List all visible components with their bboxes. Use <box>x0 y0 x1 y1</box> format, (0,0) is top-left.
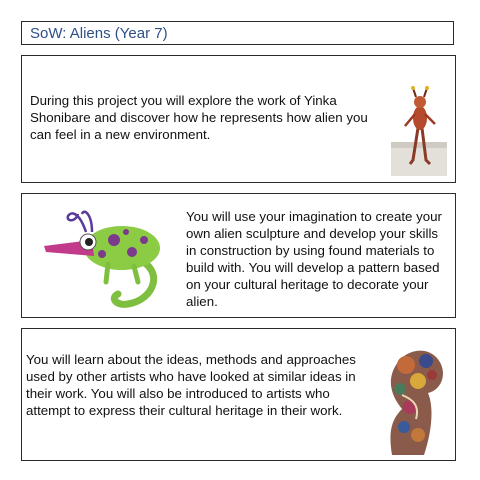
sculpture-text: You will use your imagination to create your own alien sculpture and develop your skills in construction by using found materials to build with. You will develop a pattern based on your cultural heritage to decorate your alien. <box>186 209 442 309</box>
artists-text: You will learn about the ideas, methods and approaches used by other artists who have looked at similar ideas in their work. You will also be introduced to artists who attempt to express their cultural heritage in their work. <box>26 352 356 418</box>
patterned-sculpture-image <box>362 335 452 455</box>
alien-sculpture-image <box>36 200 182 312</box>
artists-panel <box>21 328 456 461</box>
alien-figure-image <box>391 84 447 176</box>
intro-text: During this project you will explore the work of Yinka Shonibare and discover how he represents how alien you can feel in a new environment. <box>30 93 368 142</box>
page-title: SoW: Aliens (Year 7) <box>21 21 454 45</box>
sculpture-panel <box>21 193 456 318</box>
intro-panel <box>21 55 456 183</box>
